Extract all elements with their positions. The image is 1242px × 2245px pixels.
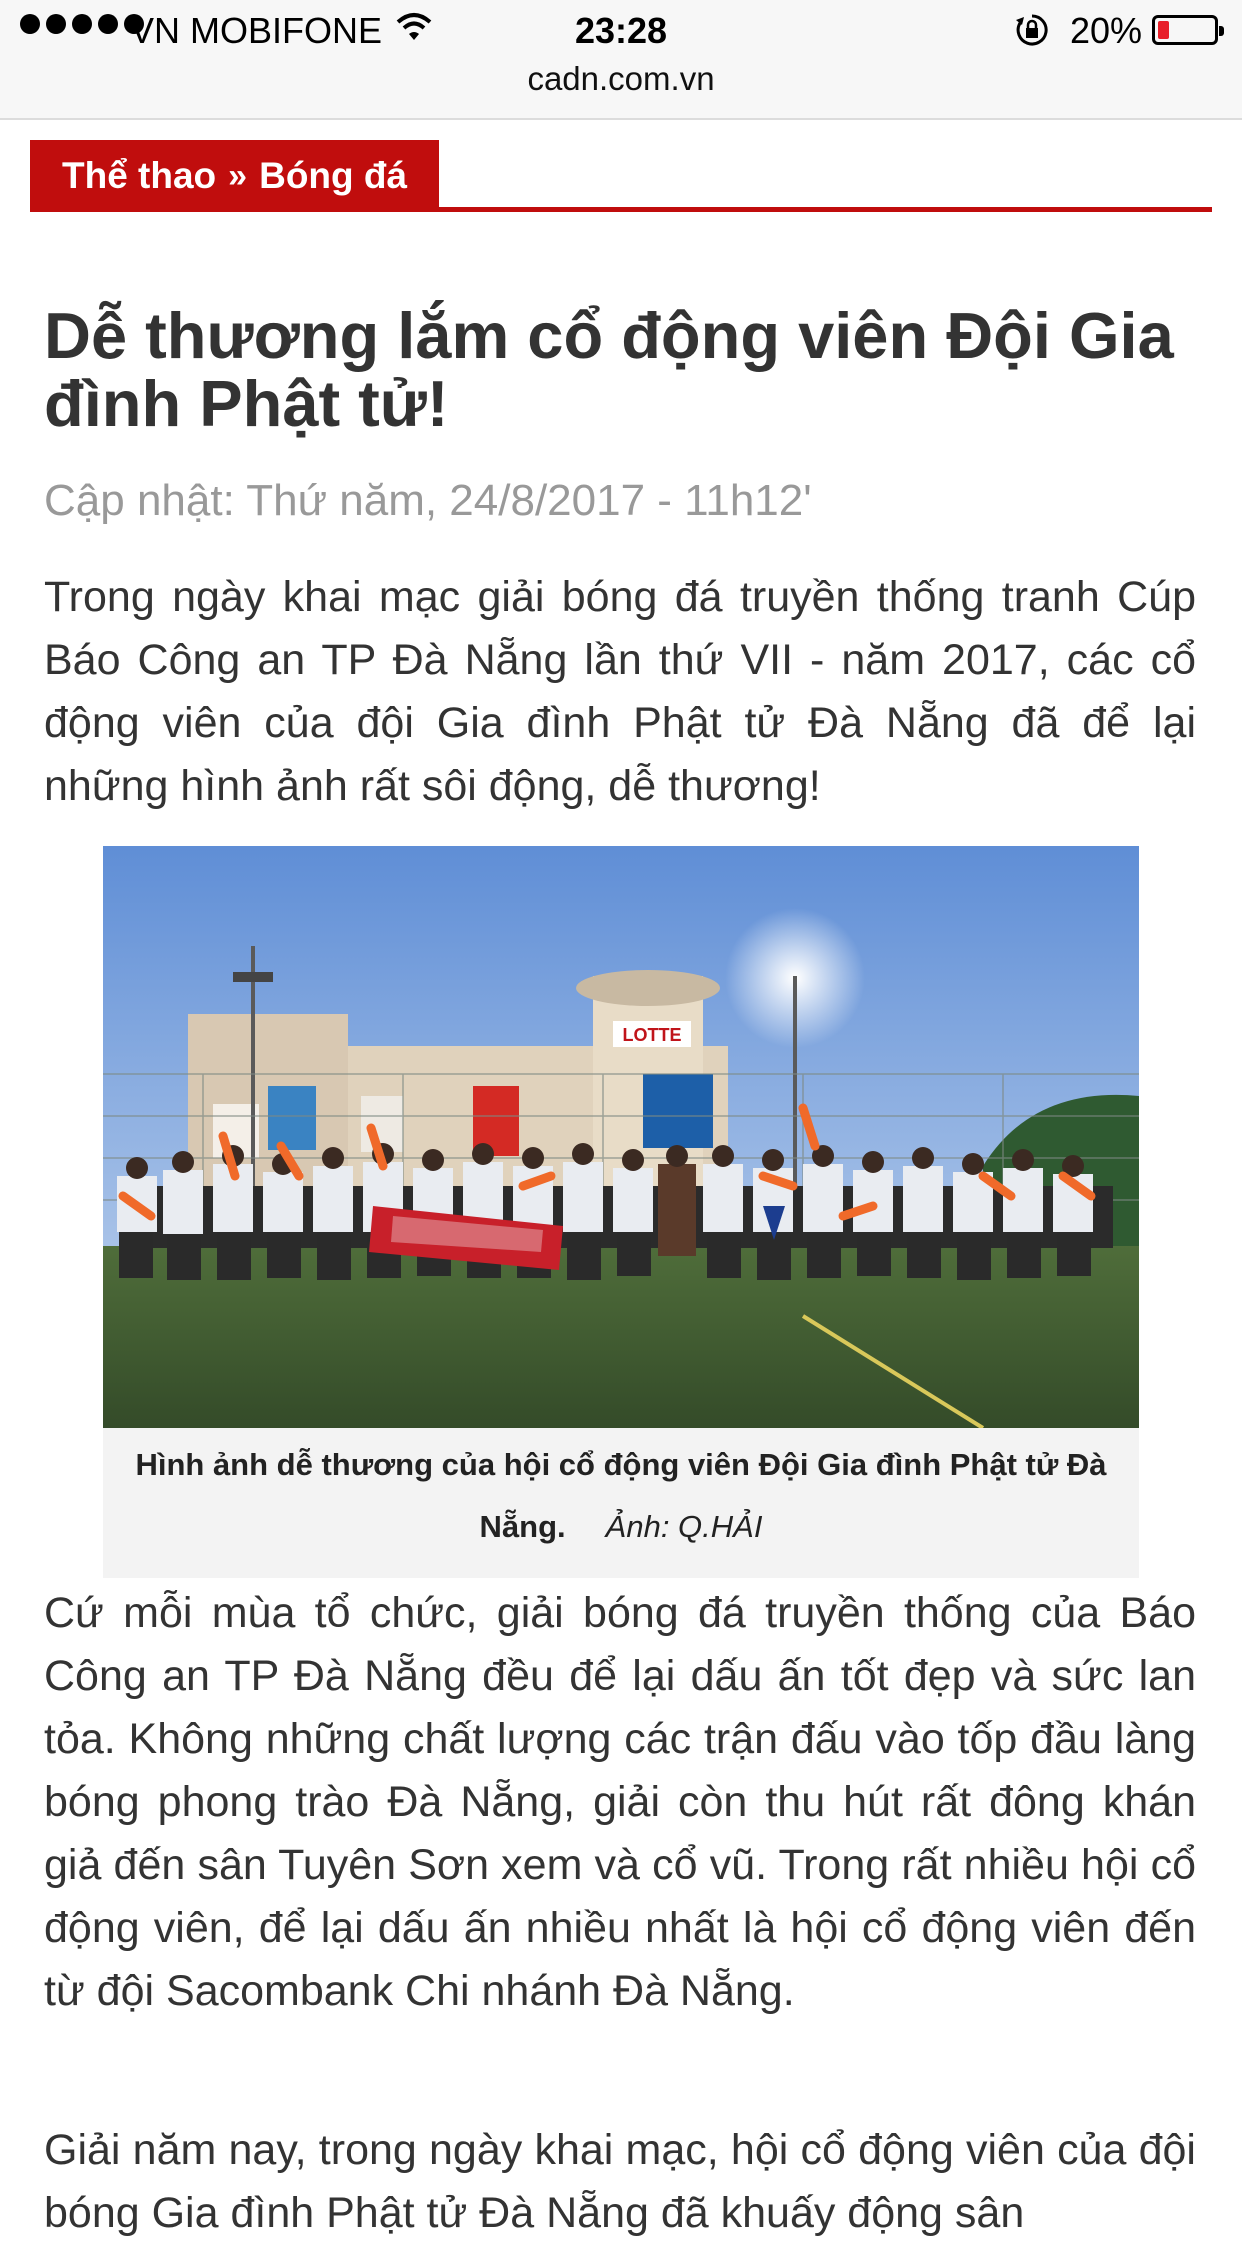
article-figure	[103, 846, 1139, 1578]
category-breadcrumb	[30, 140, 439, 212]
breadcrumb-subsection-link[interactable]: Bóng đá	[259, 155, 408, 196]
article-paragraph: Cứ mỗi mùa tổ chức, giải bóng đá truyền thống của Báo Công an TP Đà Nẵng đều để lại dấu ấn tốt đẹp và sức lan tỏa. Không những chất lượng các trận đấu vào tốp đầu làng bóng phong trào Đà Nẵng, giải còn thu hút rất đông khán giả đến sân Tuyên Sơn xem và cổ vũ. Trong rất nhiều hội cổ động viên, để lại dấu ấn nhiều nhất là hội cổ động viên đến từ đội Sacombank Chi nhánh Đà Nẵng.	[44, 1589, 1196, 2015]
stadium-crowd-photo	[103, 846, 1139, 1428]
browser-top-bar	[0, 0, 1242, 120]
address-bar[interactable]: cadn.com.vn	[527, 60, 715, 97]
carrier-name: VN MOBIFONE	[130, 10, 383, 51]
caption-text: Hình ảnh dễ thương của hội cổ động viên Đội Gia đình Phật tử Đà Nẵng.	[135, 1447, 1107, 1544]
battery-percent: 20%	[1070, 10, 1143, 51]
rotation-lock-icon	[1014, 12, 1050, 48]
clock: 23:28	[574, 10, 668, 51]
breadcrumb-separator: »	[228, 157, 248, 195]
article-photo[interactable]	[103, 846, 1139, 1428]
category-bar	[30, 140, 1212, 212]
article-title: Dễ thương lắm cổ động viên Đội Gia đình Phật tử!	[44, 299, 1174, 440]
figure-caption	[103, 1434, 1139, 1558]
article-lead: Trong ngày khai mạc giải bóng đá truyền thống tranh Cúp Báo Công an TP Đà Nẵng lần thứ VII - năm 2017, các cổ động viên của đội Gia đình Phật tử Đà Nẵng đã để lại những hình ảnh rất sôi động, dễ thương!	[44, 573, 1196, 810]
article-updated-time: Cập nhật: Thứ năm, 24/8/2017 - 11h12'	[44, 476, 812, 525]
status-bar	[0, 0, 1242, 62]
breadcrumb-section-link[interactable]: Thể thao	[62, 155, 217, 196]
article-paragraph: Giải năm nay, trong ngày khai mạc, hội cổ động viên của đội bóng Gia đình Phật tử Đà Nẵng đã khuấy động sân	[44, 2126, 1196, 2237]
photo-credit: Ảnh: Q.HẢI	[605, 1509, 763, 1544]
battery-icon	[1152, 15, 1218, 45]
stadium-sign-text: LOTTE	[622, 1025, 682, 1045]
